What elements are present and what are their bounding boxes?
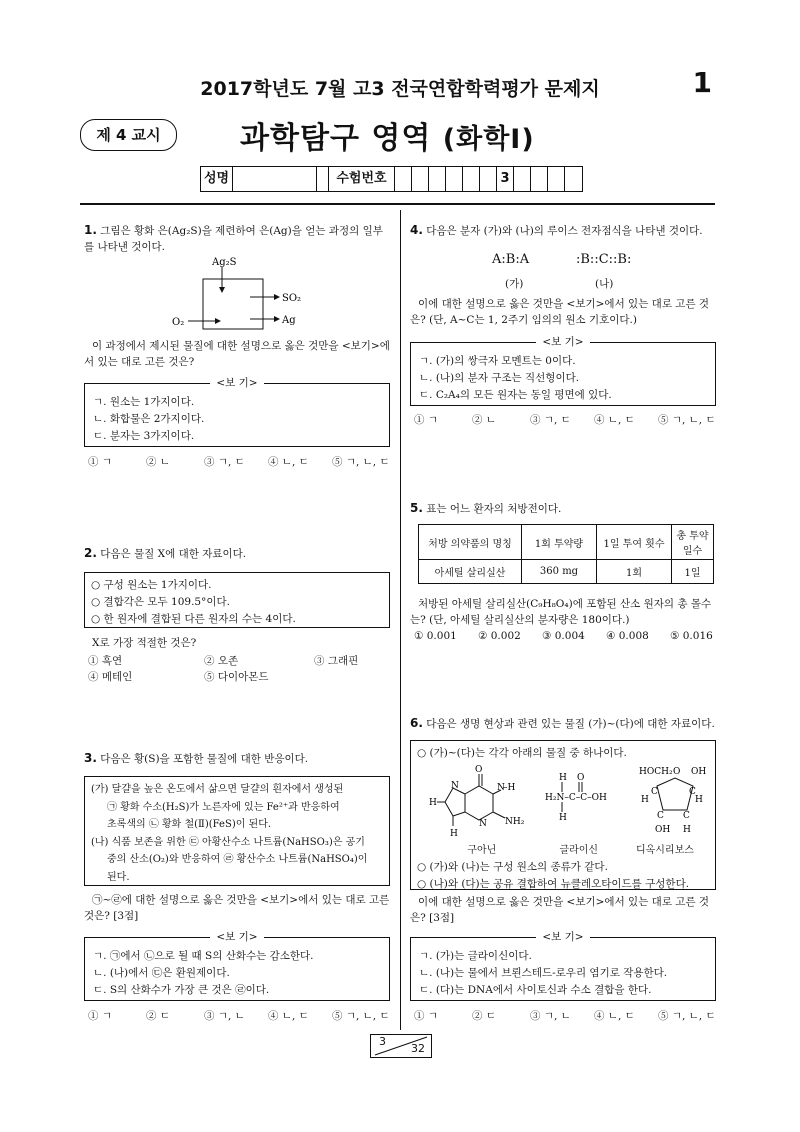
subject-title (240, 113, 535, 157)
svg-text:C: C (651, 787, 658, 797)
bogi-label: <보 기> (536, 931, 589, 943)
svg-text:O: O (577, 773, 585, 783)
svg-text:H: H (695, 795, 703, 805)
table-header: 총 투약 일수 (672, 525, 714, 560)
exam-no-cell[interactable] (446, 167, 463, 191)
q3-question: ㉠~㉣에 대한 설명으로 옳은 것만을 <보기>에서 있는 대로 고른 것은? [3점] (84, 894, 390, 922)
bogi-item: ㄴ. (나)의 분자 구조는 직선형이다. (419, 372, 580, 384)
bogi-item: ㄷ. 분자는 3가지이다. (93, 430, 195, 442)
choice-option[interactable]: ⑤ ㄱ, ㄴ, ㄷ (658, 414, 716, 426)
svg-text:HOCH₂: HOCH₂ (639, 767, 673, 777)
q5-text: 표는 어느 환자의 처방전이다. (426, 503, 562, 515)
footer-page: 3 (379, 1035, 386, 1048)
table-header: 1일 투여 횟수 (597, 525, 672, 560)
bogi-item: ㄱ. 원소는 1가지이다. (93, 396, 195, 408)
bogi-label: <보 기> (536, 336, 589, 348)
svg-text:C: C (683, 811, 690, 821)
exam-no-cell[interactable] (395, 167, 412, 191)
choice-option[interactable]: ⑤ ㄱ, ㄴ, ㄷ (658, 1010, 716, 1022)
choice-option[interactable]: ⑤ ㄱ, ㄴ, ㄷ (332, 1010, 390, 1022)
q3-line: 초록색의 ㉡ 황화 철(Ⅱ)(FeS)이 된다. (107, 819, 272, 830)
svg-text:N: N (479, 819, 487, 829)
exam-no-cell[interactable] (412, 167, 429, 191)
footer-total: 32 (411, 1042, 425, 1055)
name-field[interactable] (233, 167, 317, 191)
table-cell: 1일 (672, 560, 714, 584)
svg-text:H: H (559, 773, 567, 783)
svg-text:H: H (683, 825, 691, 835)
choice-option[interactable]: ① 0.001 (414, 630, 457, 642)
q6-molecule-names (417, 842, 709, 859)
q6-data-box (410, 740, 716, 890)
q5-choices (414, 630, 713, 642)
q2-data-line: ○ 구성 원소는 1가지이다. (91, 579, 212, 591)
choice-option[interactable]: ② ㄴ (146, 456, 170, 468)
q6-stem (410, 715, 718, 732)
svg-text:N: N (451, 781, 459, 791)
q3-line: (가) 달걀을 높은 온도에서 삶으면 달걀의 흰자에서 생성된 (91, 784, 344, 795)
choice-option[interactable]: ② 오존 (204, 655, 239, 667)
bogi-item: ㄴ. (나)에서 ㉢은 환원제이다. (93, 967, 230, 979)
q3-line: 중의 산소(O₂)와 반응하여 ㉣ 황산수소 나트륨(NaHSO₄)이 (107, 854, 368, 865)
subject-main: 과학탐구 영역 (240, 121, 432, 156)
choice-option[interactable]: ④ 메테인 (88, 671, 133, 683)
bogi-item: ㄷ. C₂A₄의 모든 원자는 동일 평면에 있다. (419, 389, 612, 401)
q6-data-line: ○ (가)와 (나)는 구성 원소의 종류가 같다. (417, 861, 608, 873)
svg-text:–H: –H (503, 783, 516, 793)
molecule-name: 구아닌 (467, 845, 497, 856)
q4-text: 다음은 분자 (가)와 (나)의 루이스 전자점식을 나타낸 것이다. (426, 225, 703, 237)
q4-number: 4. (410, 223, 423, 237)
q3-line: (나) 식품 보존을 위한 ㉢ 아황산수소 나트륨(NaHSO₃)은 공기 (91, 836, 365, 848)
exam-no-cell[interactable] (565, 167, 582, 191)
q3-number: 3. (84, 751, 97, 765)
exam-no-cell[interactable] (514, 167, 531, 191)
q2-choices-row2 (88, 669, 269, 684)
choice-option[interactable]: ① ㄱ (414, 1010, 438, 1022)
svg-text:NH₂: NH₂ (505, 817, 525, 827)
svg-text:H: H (559, 813, 567, 823)
q4-choices (414, 412, 716, 427)
q2-stem (84, 545, 392, 562)
q3-bogi-box (84, 931, 390, 1001)
header-divider (80, 203, 715, 205)
bogi-label: <보 기> (210, 931, 263, 943)
q2-text: 다음은 물질 X에 대한 자료이다. (100, 548, 247, 560)
svg-text:O: O (475, 765, 483, 775)
choice-option[interactable]: ③ 그래핀 (314, 655, 359, 667)
q4-lewis-b: :B::C::B: (576, 252, 632, 267)
choice-option[interactable]: ③ ㄱ, ㄷ (530, 414, 571, 426)
choice-option[interactable]: ③ 0.004 (542, 630, 585, 642)
choice-option[interactable]: ② ㄷ (472, 1010, 496, 1022)
q1-diagram-so2: SO₂ (282, 293, 302, 304)
q2-data-box (84, 572, 390, 628)
exam-no-cell[interactable] (548, 167, 565, 191)
q1-question: 이 과정에서 제시된 물질에 대한 설명으로 옳은 것만을 <보기>에서 있는 대로 고른 것은? (84, 340, 390, 368)
q4-bogi-box (410, 336, 716, 406)
choice-option[interactable]: ④ ㄴ, ㄷ (594, 414, 635, 426)
bogi-item: ㄴ. 화합물은 2가지이다. (93, 413, 205, 425)
bogi-label: <보 기> (210, 377, 263, 389)
bogi-item: ㄷ. (다)는 DNA에서 사이토신과 수소 결합을 한다. (419, 984, 652, 996)
q6-number: 6. (410, 716, 423, 730)
q4-lewis-a: A:B:A (492, 252, 530, 267)
choice-option[interactable]: ④ ㄴ, ㄷ (268, 456, 309, 468)
choice-option[interactable]: ③ ㄱ, ㄴ (204, 1010, 245, 1022)
bogi-item: ㄱ. (가)는 글라이신이다. (419, 950, 532, 962)
q4-label-b: (나) (595, 278, 614, 290)
table-header: 처방 의약품의 명칭 (419, 525, 522, 560)
q1-bogi-box (84, 377, 390, 447)
bogi-item: ㄱ. ㉠에서 ㉡으로 될 때 S의 산화수는 감소한다. (93, 950, 314, 962)
q1-number: 1. (84, 223, 97, 237)
q5-stem (410, 500, 718, 517)
q6-data-line: ○ (가)~(다)는 각각 아래의 물질 중 하나이다. (417, 747, 627, 759)
choice-option[interactable]: ① ㄱ (88, 456, 112, 468)
exam-no-cell[interactable] (531, 167, 548, 191)
exam-title: 2017학년도 7월 고3 전국연합학력평가 문제지 (200, 78, 600, 100)
q3-line: ㉠ 황화 수소(H₂S)가 노른자에 있는 Fe²⁺과 반응하여 (107, 801, 340, 813)
svg-text:H: H (641, 795, 649, 805)
q1-process-diagram (170, 255, 320, 335)
q6-data-line: ○ (나)와 (다)는 공유 결합하여 뉴클레오타이드를 구성한다. (417, 878, 690, 890)
table-cell: 360 mg (522, 560, 597, 584)
choice-option[interactable]: ② ㄴ (472, 414, 496, 426)
choice-option[interactable]: ③ ㄱ, ㄴ (530, 1010, 571, 1022)
svg-text:OH: OH (691, 767, 707, 777)
q4-label-a: (가) (505, 278, 524, 290)
q6-text: 다음은 생명 현상과 관련 있는 물질 (가)~(다)에 대한 자료이다. (426, 718, 715, 730)
bogi-item: ㄴ. (나)는 물에서 브뢴스테드-로우리 염기로 작용한다. (419, 967, 668, 979)
choice-option[interactable]: ④ 0.008 (606, 630, 649, 642)
q1-diagram-o2: O₂ (172, 317, 185, 328)
svg-text:O: O (673, 767, 681, 777)
svg-text:N: N (497, 783, 505, 793)
subject-sub: (화학Ⅰ) (442, 124, 535, 155)
choice-option[interactable]: ⑤ 0.016 (670, 630, 713, 642)
svg-text:OH: OH (655, 825, 671, 835)
name-label: 성명 (201, 167, 233, 191)
choice-option[interactable]: ① 흑연 (88, 655, 123, 667)
q6-bogi-box (410, 931, 716, 1001)
column-divider (400, 210, 401, 1030)
choice-option[interactable]: ① ㄱ (414, 414, 438, 426)
choice-option[interactable]: ④ ㄴ, ㄷ (268, 1010, 309, 1022)
q1-diagram-ag: Ag (282, 315, 296, 326)
q5-prescription-table (418, 524, 714, 584)
svg-text:C: C (657, 811, 664, 821)
q2-choices (88, 653, 358, 668)
q3-line: 된다. (107, 871, 130, 883)
q6-choices (414, 1008, 716, 1023)
bogi-item: ㄷ. S의 산화수가 가장 큰 것은 ㉣이다. (93, 984, 270, 996)
spacer (317, 167, 329, 191)
exam-no-cell[interactable] (429, 167, 446, 191)
bogi-item: ㄱ. (가)의 쌍극자 모멘트는 0이다. (419, 355, 576, 367)
q1-choices (88, 454, 390, 469)
exam-no-cell[interactable] (480, 167, 497, 191)
q1-diagram-ag2s: Ag₂S (212, 257, 237, 268)
choice-option[interactable]: ② ㄷ (146, 1010, 170, 1022)
q2-data-line: ○ 결합각은 모두 109.5°이다. (91, 596, 230, 608)
table-cell: 아세틸 살리실산 (419, 560, 522, 584)
q3-text: 다음은 황(S)을 포함한 물질에 대한 반응이다. (100, 753, 309, 765)
choice-option[interactable]: ⑤ ㄱ, ㄴ, ㄷ (332, 456, 390, 468)
svg-text:H₂N–C–C–OH: H₂N–C–C–OH (545, 793, 607, 803)
choice-option[interactable]: ⑤ 다이아몬드 (204, 671, 269, 683)
q3-choices (88, 1008, 390, 1023)
choice-option[interactable]: ① ㄱ (88, 1010, 112, 1022)
guanine-structure (437, 774, 505, 826)
exam-no-cell[interactable] (463, 167, 480, 191)
q2-number: 2. (84, 546, 97, 560)
exam-no-digit: 3 (497, 167, 514, 191)
choice-option[interactable]: ② 0.002 (478, 630, 521, 642)
q3-stem (84, 750, 392, 767)
svg-text:H: H (429, 798, 437, 808)
choice-option[interactable]: ④ ㄴ, ㄷ (594, 1010, 635, 1022)
q6-question: 이에 대한 설명으로 옳은 것만을 <보기>에서 있는 대로 고른 것은? [3점] (410, 896, 710, 924)
q3-reaction-box (84, 776, 390, 886)
q5-question: 처방된 아세틸 살리실산(C₉H₈O₄)에 포함된 산소 원자의 총 몰수는? (단, 아세틸 살리실산의 분자량은 180이다.) (410, 598, 712, 626)
q4-stem (410, 222, 718, 239)
q1-stem (84, 222, 392, 255)
q6-molecule-structures (417, 764, 711, 842)
q2-data-line: ○ 한 원자에 결합된 다른 원자의 수는 4이다. (91, 613, 296, 625)
q4-question: 이에 대한 설명으로 옳은 것만을 <보기>에서 있는 대로 고른 것은? (단, A~C는 1, 2주기 임의의 원소 기호이다.) (410, 298, 710, 326)
page-number: 1 (692, 66, 712, 99)
q2-question: X로 가장 적절한 것은? (92, 637, 197, 649)
molecule-name: 디옥시리보스 (635, 845, 694, 856)
footer-page-box (370, 1034, 432, 1058)
q1-text: 그림은 황화 은(Ag₂S)을 제련하여 은(Ag)을 얻는 과정의 일부를 나타낸 것이다. (84, 225, 383, 253)
molecule-name: 글라이신 (559, 845, 599, 856)
svg-text:H: H (450, 829, 458, 839)
exam-no-label: 수험번호 (329, 167, 395, 191)
name-table (200, 166, 583, 192)
q5-number: 5. (410, 501, 423, 515)
choice-option[interactable]: ③ ㄱ, ㄷ (204, 456, 245, 468)
table-header: 1회 투약량 (522, 525, 597, 560)
period-badge: 제 4 교시 (80, 119, 177, 151)
svg-text:C: C (689, 787, 696, 797)
table-cell: 1회 (597, 560, 672, 584)
